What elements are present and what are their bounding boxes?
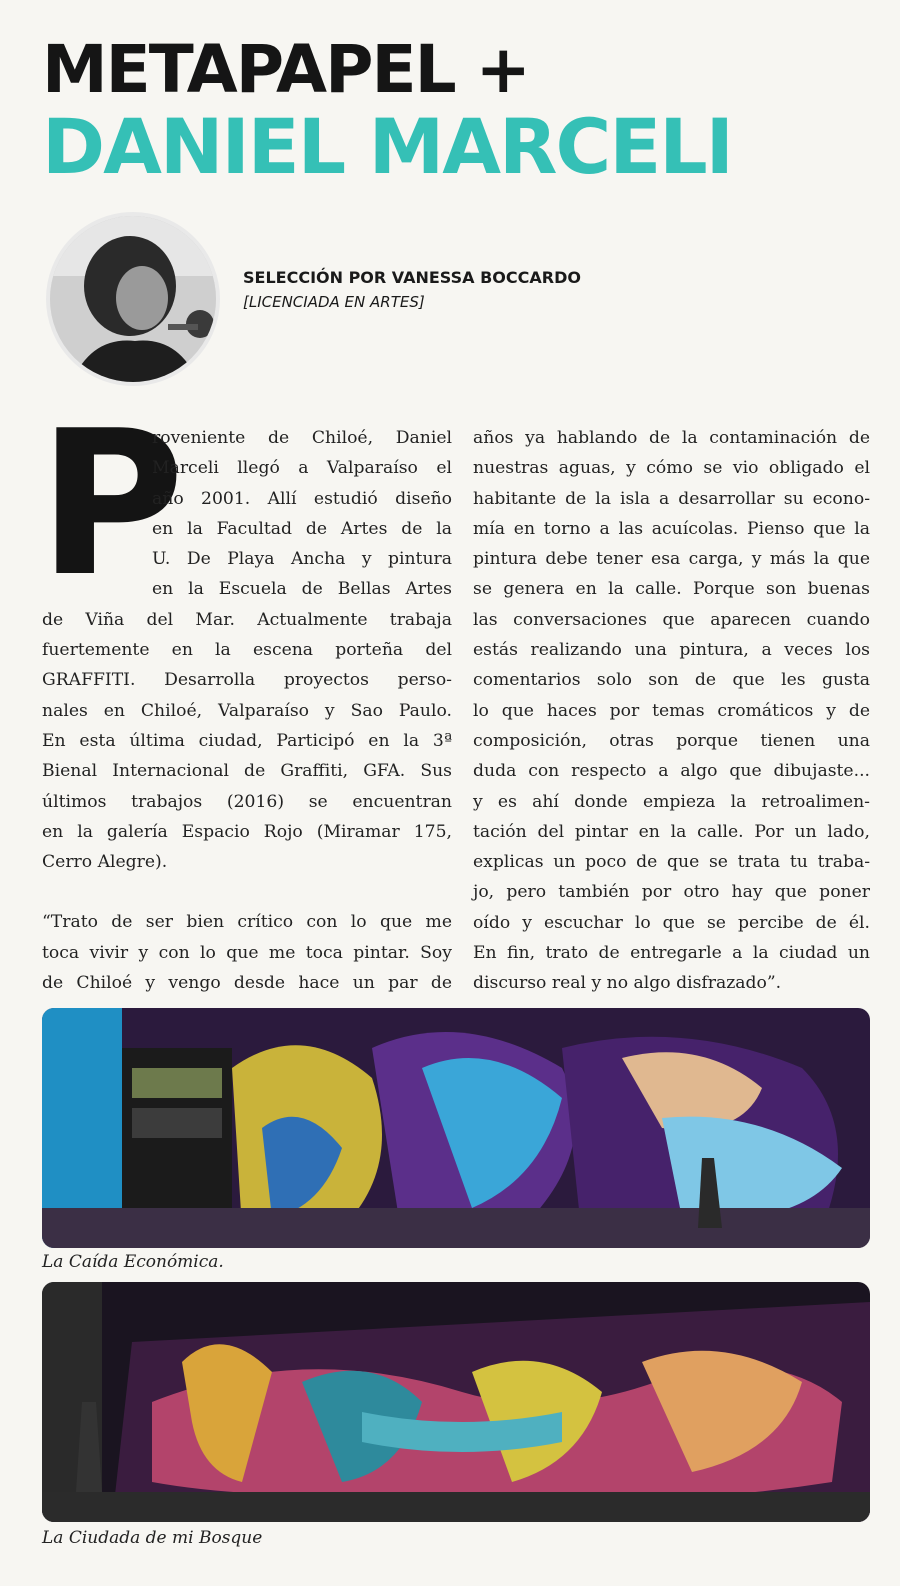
- text-line: En fin, trato de entregarle a la ciudad un: [473, 943, 870, 964]
- text-line: composición, otras porque tienen una: [473, 730, 870, 751]
- text-line: últimos trabajos (2016) se encuentran: [42, 791, 452, 812]
- text-line: nuestras aguas, y cómo se vio obligado el: [473, 458, 870, 479]
- mural-photo-caida-economica: [42, 1008, 870, 1248]
- text-line: habitante de la isla a desarrollar su econo-: [473, 488, 870, 509]
- text-line: En esta última ciudad, Participó en la 3ª: [42, 730, 452, 751]
- byline-name: SELECCIÓN POR VANESSA BOCCARDO: [243, 268, 581, 287]
- text-line: estás realizando una pintura, a veces los: [473, 640, 870, 661]
- article-right-column: [473, 423, 870, 999]
- text-line: en la galería Espacio Rojo (Miramar 175,: [42, 821, 452, 842]
- text-line: en la Escuela de Bellas Artes: [152, 579, 452, 600]
- title-line-2: DANIEL MARCELI: [42, 102, 732, 191]
- drop-cap: P: [38, 388, 185, 621]
- article-left-column: [42, 423, 452, 998]
- text-line: oído y escuchar lo que se percibe de él.: [473, 912, 870, 933]
- text-line: fuertemente en la escena porteña del: [42, 640, 452, 661]
- text-line: U. De Playa Ancha y pintura: [152, 549, 452, 570]
- text-line: jo, pero también por otro hay que poner: [473, 882, 870, 903]
- text-line: las conversaciones que aparecen cuando: [473, 609, 870, 630]
- text-line: en la Facultad de Artes de la: [152, 518, 452, 539]
- quote-line: de Chiloé y vengo desde hace un par de: [42, 973, 452, 994]
- text-line: mía en torno a las acuícolas. Pienso que la: [473, 518, 870, 539]
- text-line: años ya hablando de la contaminación de: [473, 428, 870, 448]
- text-line: GRAFFITI. Desarrolla proyectos perso-: [42, 670, 452, 691]
- author-portrait: [46, 212, 220, 386]
- text-line: explicas un poco de que se trata tu traba-: [473, 852, 870, 873]
- text-line: Cerro Alegre).: [42, 852, 168, 873]
- text-line: y es ahí donde empieza la retroalimen-: [473, 791, 870, 812]
- title-line-1: METAPAPEL +: [42, 31, 529, 108]
- mural-photo-ciudada-bosque: [42, 1282, 870, 1522]
- quote-line: “Trato de ser bien crítico con lo que me: [42, 912, 452, 933]
- photo-caption-1: La Caída Económica.: [42, 1252, 224, 1272]
- text-line: se genera en la calle. Porque son buenas: [473, 579, 870, 600]
- text-line: comentarios solo son de que les gusta: [473, 670, 870, 691]
- text-line: roveniente de Chiloé, Daniel: [152, 428, 452, 448]
- text-line: año 2001. Allí estudió diseño: [152, 488, 452, 509]
- byline-role: [LICENCIADA EN ARTES]: [243, 293, 425, 311]
- text-line: lo que haces por temas cromáticos y de: [473, 700, 870, 721]
- text-line: discurso real y no algo disfrazado”.: [473, 973, 782, 994]
- photo-caption-2: La Ciudada de mi Bosque: [42, 1528, 263, 1548]
- text-line: pintura debe tener esa carga, y más la que: [473, 549, 870, 570]
- text-line: Bienal Internacional de Graffiti, GFA. Sus: [42, 761, 452, 782]
- quote-line: toca vivir y con lo que me toca pintar. Soy: [42, 942, 452, 963]
- text-line: duda con respecto a algo que dibujaste...: [473, 761, 870, 782]
- dropcap-paragraph: [42, 423, 452, 605]
- text-line: Marceli llegó a Valparaíso el: [152, 458, 452, 479]
- text-line: nales en Chiloé, Valparaíso y Sao Paulo.: [42, 700, 452, 721]
- text-line: de Viña del Mar. Actualmente trabaja: [42, 609, 452, 630]
- text-line: tación del pintar en la calle. Por un lado,: [473, 821, 870, 842]
